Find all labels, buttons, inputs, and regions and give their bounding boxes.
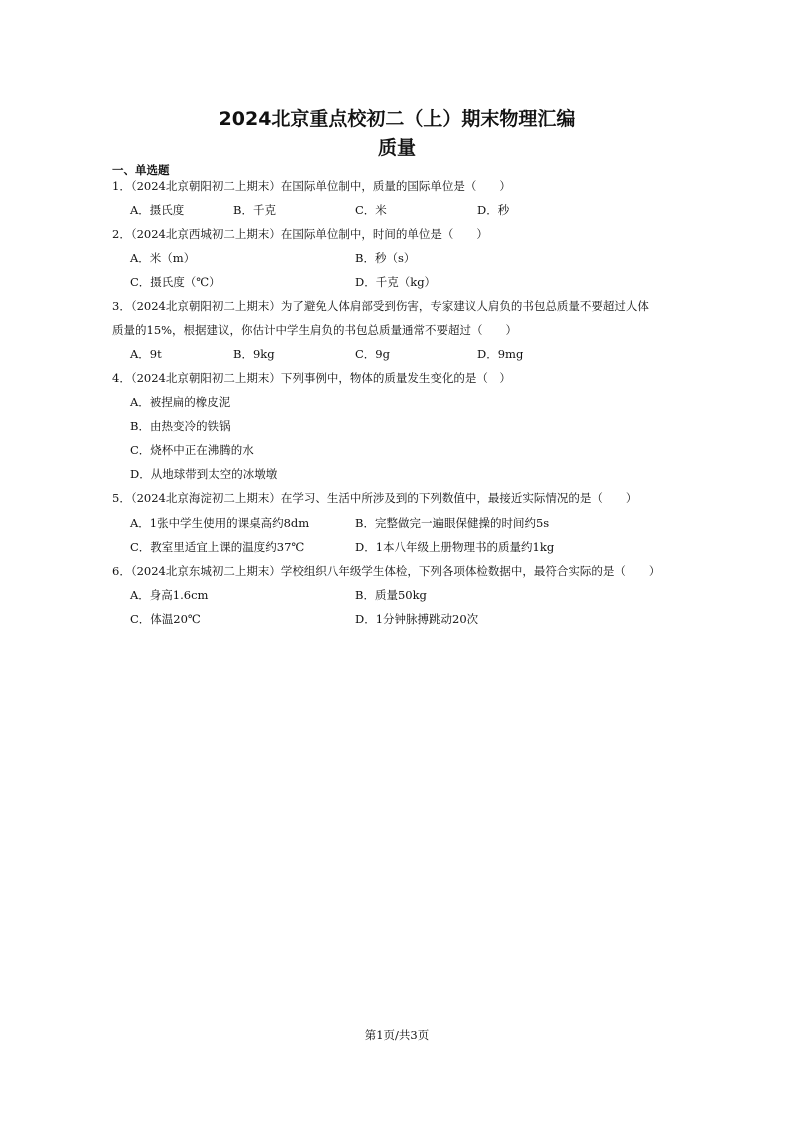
question-3-option-b: B．9kg xyxy=(233,347,275,361)
section-heading: 一、单选题 xyxy=(112,163,170,177)
question-1-stem: 1．（2024北京朝阳初二上期末）在国际单位制中，质量的国际单位是（ ） xyxy=(112,179,511,193)
question-3-option-a: A．9t xyxy=(130,347,162,361)
question-4-option-a: A．被捏扁的橡皮泥 xyxy=(130,395,231,409)
document-subtitle: 质量 xyxy=(377,137,416,159)
question-1-option-a: A．摄氏度 xyxy=(130,203,185,217)
question-1-option-d: D．秒 xyxy=(477,203,510,217)
question-6-option-d: D．1分钟脉搏跳动20次 xyxy=(355,612,479,626)
question-1-option-c: C．米 xyxy=(355,203,387,217)
question-4-option-b: B．由热变冷的铁锅 xyxy=(130,419,231,433)
question-5-option-d: D．1本八年级上册物理书的质量约1kg xyxy=(355,540,555,554)
question-4-option-c: C．烧杯中正在沸腾的水 xyxy=(130,443,254,457)
question-2-option-d: D．千克（kg） xyxy=(355,275,437,289)
question-6-option-a: A．身高1.6cm xyxy=(130,588,209,602)
question-1-option-b: B．千克 xyxy=(233,203,276,217)
document-title: 2024北京重点校初二（上）期末物理汇编 xyxy=(218,108,576,130)
question-5-option-c: C．教室里适宜上课的温度约37℃ xyxy=(130,540,305,554)
question-5-option-b: B．完整做完一遍眼保健操的时间约5s xyxy=(355,516,550,530)
question-5-stem: 5．（2024北京海淀初二上期末）在学习、生活中所涉及到的下列数值中，最接近实际情况的是（ ） xyxy=(112,491,638,505)
page-number: 第1页/共3页 xyxy=(364,1028,430,1042)
question-2-option-b: B．秒（s） xyxy=(355,251,416,265)
question-4-stem: 4．（2024北京朝阳初二上期末）下列事例中，物体的质量发生变化的是（ ） xyxy=(112,371,511,385)
question-2-stem: 2．（2024北京西城初二上期末）在国际单位制中，时间的单位是（ ） xyxy=(112,227,488,241)
question-6-option-b: B．质量50kg xyxy=(355,588,427,602)
question-3-stem-line-2: 质量的15%，根据建议，你估计中学生肩负的书包总质量通常不要超过（ ） xyxy=(112,323,518,337)
question-3-option-d: D．9mg xyxy=(477,347,524,361)
question-5-option-a: A．1张中学生使用的课桌高约8dm xyxy=(130,516,310,530)
question-2-option-a: A．米（m） xyxy=(130,251,196,265)
question-6-option-c: C．体温20℃ xyxy=(130,612,201,626)
question-2-option-c: C．摄氏度（℃） xyxy=(130,275,221,289)
question-3-option-c: C．9g xyxy=(355,347,390,361)
question-4-option-d: D．从地球带到太空的冰墩墩 xyxy=(130,467,278,481)
question-3-stem-line-1: 3．（2024北京朝阳初二上期末）为了避免人体肩部受到伤害，专家建议人肩负的书包总质量不要超过人体 xyxy=(112,299,649,313)
question-6-stem: 6．（2024北京东城初二上期末）学校组织八年级学生体检，下列各项体检数据中，最符合实际的是（ ） xyxy=(112,564,661,578)
